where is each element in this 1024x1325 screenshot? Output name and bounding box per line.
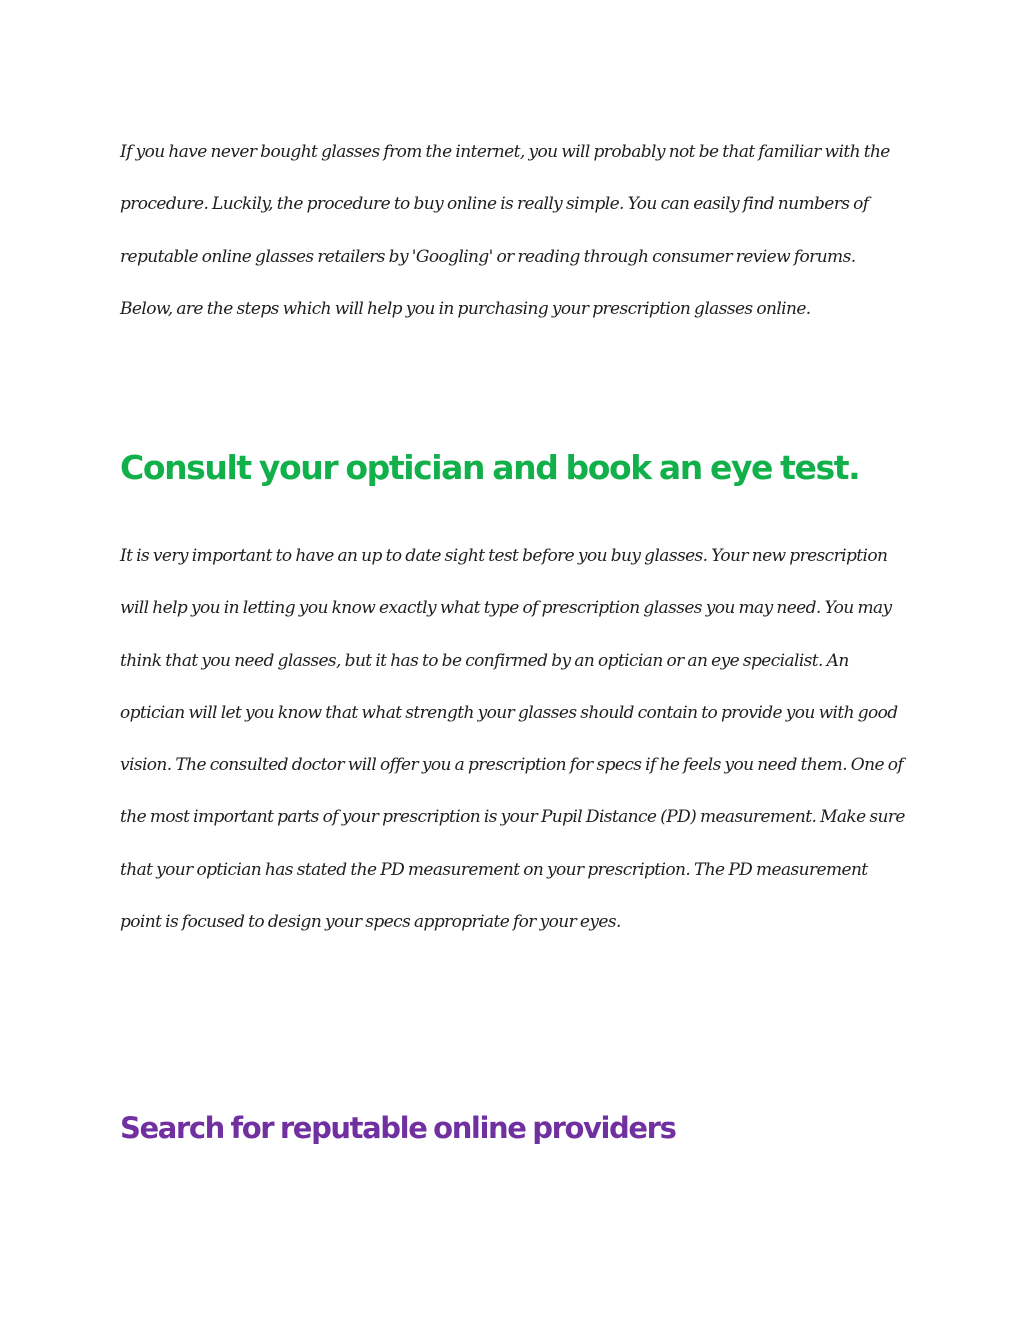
intro-paragraph: If you have never bought glasses from the internet, you will probably not be that familiar with the procedure. Luckily, the procedure to buy online is really simple. You can easily find numbers of reputable online glasses retailers by 'Googling' or reading through consumer review forums. Below, are the steps which will help you in purchasing your prescription glasses online. [120,142,890,319]
section-heading-consult-optician: Consult your optician and book an eye test. [120,448,860,487]
section-paragraph-consult-optician: It is very important to have an up to date sight test before you buy glasses. Your new prescription will help you in letting you know exactly what type of prescription glasses you may need. You may think that you need glasses, but it has to be confirmed by an optician or an eye specialist. An optician will let you know that what strength your glasses should contain to provide you with good vision. The consulted doctor will offer you a prescription for specs if he feels you need them. One of the most important parts of your prescription is your Pupil Distance (PD) measurement. Make sure that your optician has stated the PD measurement on your prescription. The PD measurement point is focused to design your specs appropriate for your eyes. [120,546,905,933]
section-heading-search-providers: Search for reputable online providers [120,1111,676,1145]
